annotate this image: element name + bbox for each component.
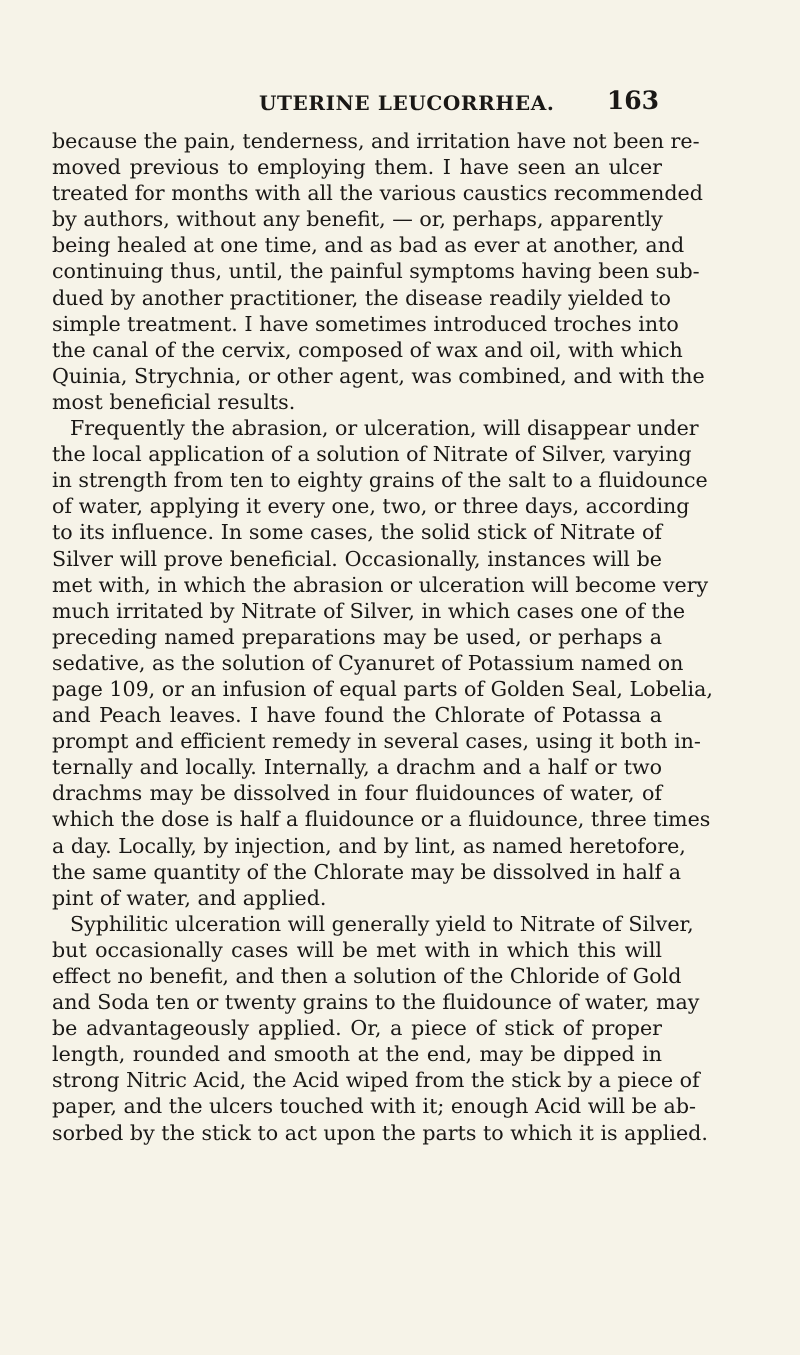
- text-line: met with, in which the abrasion or ulceration will become very: [52, 572, 709, 597]
- text-line: pint of water, and applied.: [52, 885, 327, 910]
- text-line: in strength from ten to eighty grains of the salt to a fluidounce: [52, 468, 708, 493]
- text-line: preceding named preparations may be used, or perhaps a: [52, 624, 662, 649]
- text-line: prompt and efficient remedy in several cases, using it both in-: [52, 729, 701, 754]
- text-line: page 109, or an infusion of equal parts of Golden Seal, Lobelia,: [52, 676, 713, 701]
- text-line: paper, and the ulcers touched with it; enough Acid will be ab-: [52, 1094, 696, 1119]
- text-line: a day. Locally, by injection, and by lint, as named heretofore,: [52, 833, 686, 858]
- text-line: simple treatment. I have sometimes introduced troches into: [52, 311, 679, 336]
- text-line: drachms may be dissolved in four fluidounces of water, of: [52, 781, 662, 806]
- text-line: Quinia, Strychnia, or other agent, was combined, and with the: [52, 363, 705, 388]
- text-line: Syphilitic ulceration will generally yield to Nitrate of Silver,: [70, 911, 694, 936]
- text-line: dued by another practitioner, the disease readily yielded to: [52, 285, 671, 310]
- running-title: UTERINE LEUCORRHEA.: [259, 91, 555, 115]
- text-line: sorbed by the stick to act upon the parts to which it is applied.: [52, 1120, 708, 1145]
- text-line: and Soda ten or twenty grains to the fluidounce of water, may: [52, 990, 700, 1015]
- text-line: the same quantity of the Chlorate may be dissolved in half a: [52, 859, 681, 884]
- body-text: [52, 128, 713, 1146]
- text-line: the canal of the cervix, composed of wax and oil, with which: [52, 337, 683, 362]
- text-line: much irritated by Nitrate of Silver, in which cases one of the: [52, 598, 686, 623]
- text-line: because the pain, tenderness, and irritation have not been re-: [52, 129, 700, 153]
- text-line: continuing thus, until, the painful symptoms having been sub-: [52, 259, 700, 284]
- text-line: which the dose is half a fluidounce or a fluidounce, three times: [52, 807, 711, 832]
- text-line: the local application of a solution of Nitrate of Silver, varying: [52, 442, 692, 467]
- text-line: effect no benefit, and then a solution of the Chloride of Gold: [52, 964, 682, 988]
- text-line: by authors, without any benefit, — or, perhaps, apparently: [52, 207, 663, 232]
- text-line: Silver will prove beneficial. Occasionally, instances will be: [52, 546, 662, 571]
- page-number: 163: [606, 86, 659, 115]
- text-line: and Peach leaves. I have found the Chlorate of Potassa a: [52, 703, 662, 728]
- text-line: treated for months with all the various caustics recommended: [52, 181, 703, 206]
- text-line: sedative, as the solution of Cyanuret of Potassium named on: [52, 650, 684, 675]
- text-line: moved previous to employing them. I have seen an ulcer: [52, 155, 662, 180]
- text-line: most beneficial results.: [52, 389, 296, 414]
- text-line: being healed at one time, and as bad as ever at another, and: [52, 233, 685, 258]
- text-line: of water, applying it every one, two, or three days, according: [52, 494, 690, 519]
- text-line: Frequently the abrasion, or ulceration, will disappear under: [70, 416, 699, 441]
- text-line: ternally and locally. Internally, a drachm and a half or two: [52, 755, 662, 780]
- text-line: strong Nitric Acid, the Acid wiped from the stick by a piece of: [52, 1068, 700, 1093]
- text-line: but occasionally cases will be met with in which this will: [52, 937, 662, 962]
- text-line: be advantageously applied. Or, a piece of stick of proper: [52, 1016, 662, 1041]
- text-line: length, rounded and smooth at the end, may be dipped in: [52, 1042, 662, 1067]
- text-line: to its influence. In some cases, the solid stick of Nitrate of: [52, 520, 662, 545]
- page-header: [52, 86, 659, 122]
